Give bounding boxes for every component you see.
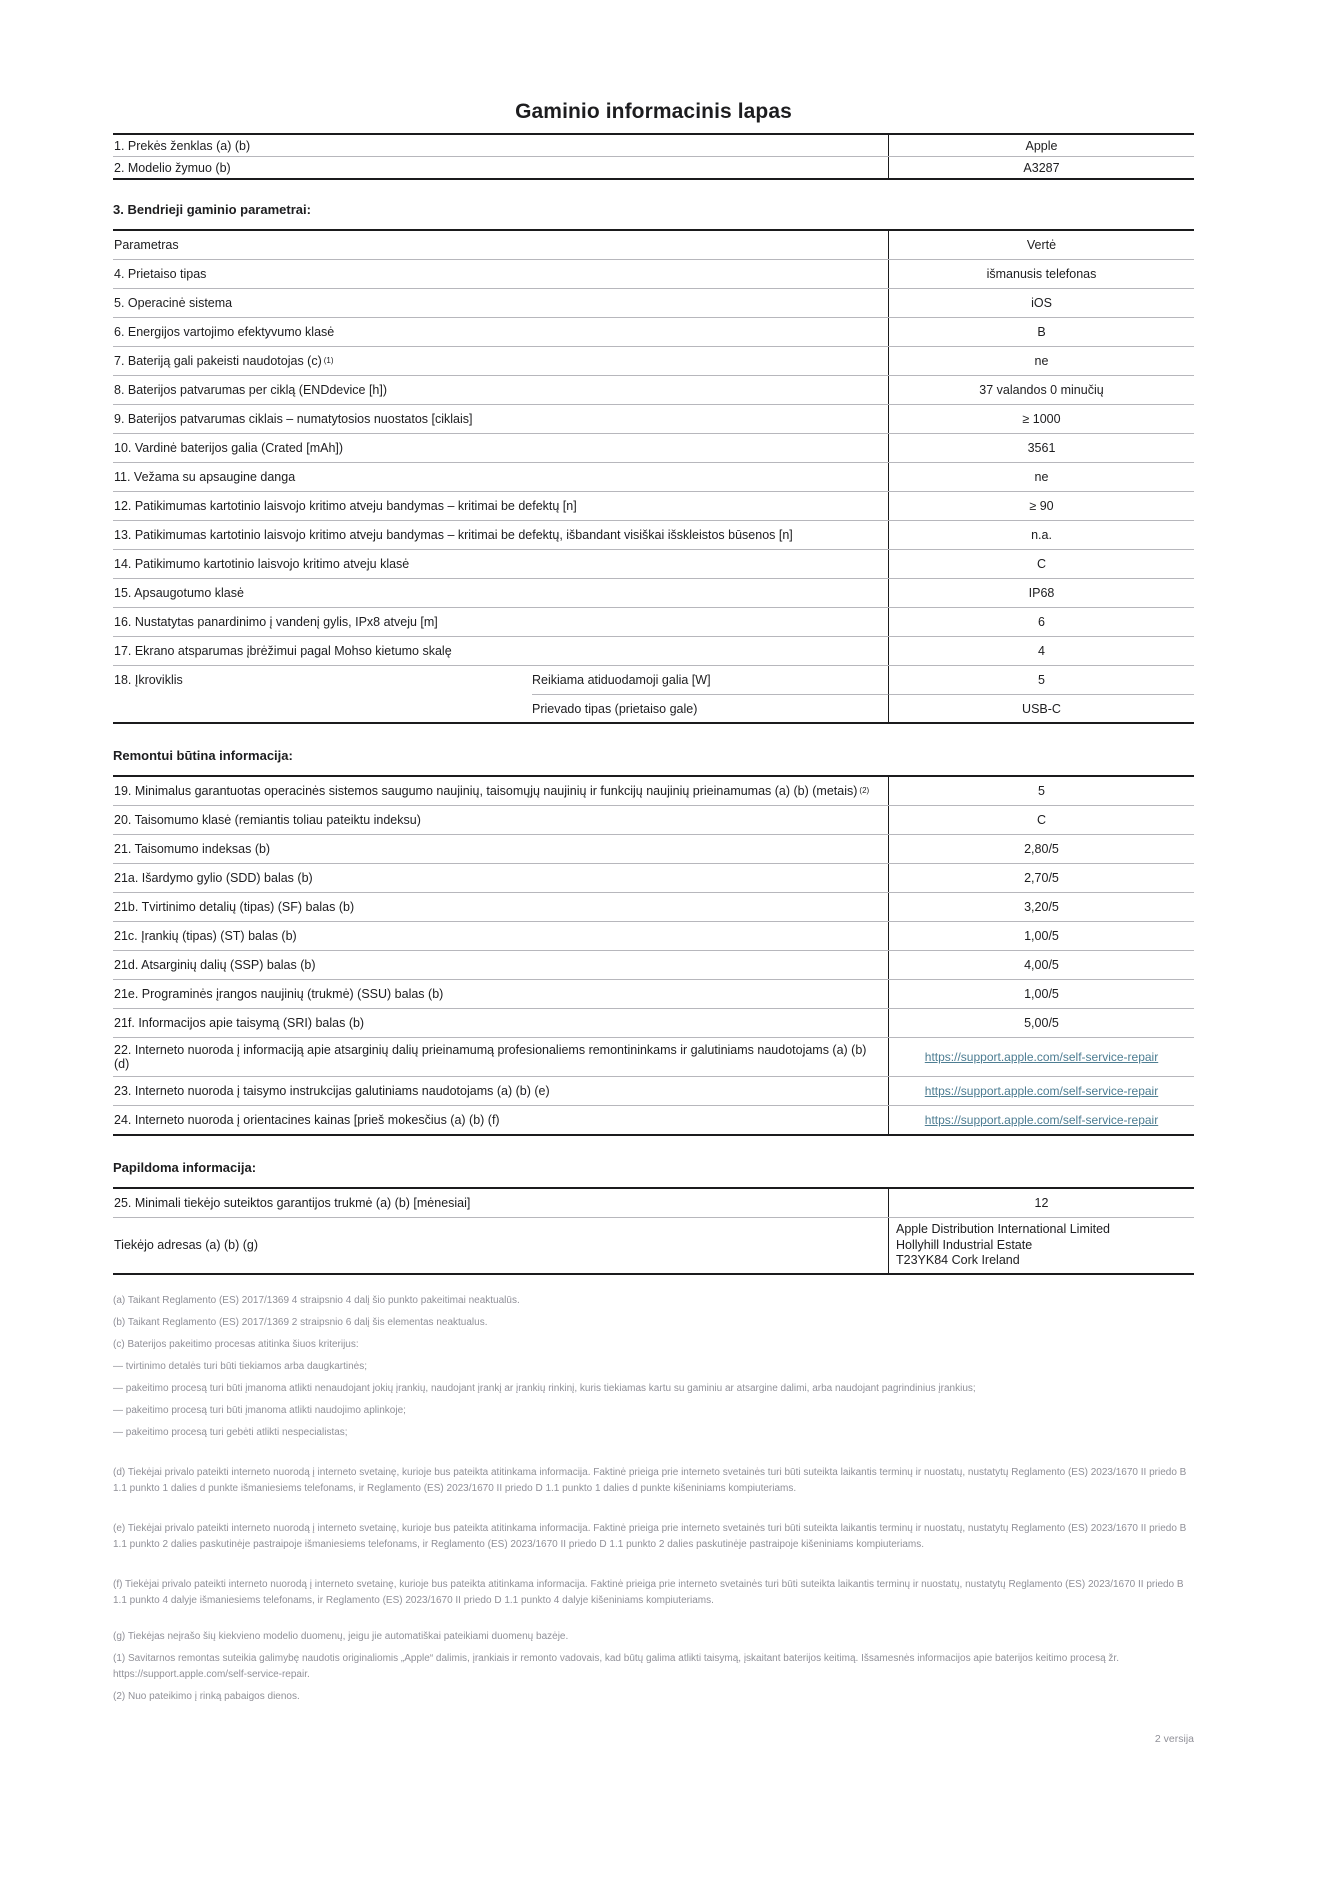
table-row	[113, 462, 1194, 491]
page-content	[113, 0, 1194, 1745]
row-value	[888, 1077, 1194, 1105]
row-value: 6	[888, 608, 1194, 636]
row-label: 21e. Programinės įrangos naujinių (trukmė) (SSU) balas (b)	[114, 987, 444, 1001]
row-label: Tiekėjo adresas (a) (b) (g)	[114, 1238, 259, 1253]
table-row	[113, 863, 1194, 892]
row-label: 11. Vežama su apsaugine danga	[114, 470, 296, 484]
table-row	[113, 979, 1194, 1008]
table-row	[113, 1037, 1194, 1076]
row-value: 2,70/5	[888, 864, 1194, 892]
section-heading-additional: Papildoma informacija:	[113, 1160, 257, 1175]
footnote: (1) Savitarnos remontas suteikia galimybę naudotis originaliomis „Apple“ dalimis, įrankiais ir remonto vadovais, kad būtų galima atlikti taisymą, įskaitant baterijos keitimą. Išsamesnės informacijos apie baterijos keitimo procesą žr. https://support.apple.com/self-service-repair.	[113, 1652, 1119, 1680]
row-label: 13. Patikimumas kartotinio laisvojo kritimo atveju bandymas – kritimai be defektų, išbandant visiškai išskleistos būsenos [n]	[114, 528, 793, 542]
table-row	[113, 805, 1194, 834]
additional-information-table	[113, 1187, 1194, 1275]
general-parameters-table	[113, 229, 1194, 724]
table-row	[113, 288, 1194, 317]
row-value: n.a.	[888, 521, 1194, 549]
row-label: 21b. Tvirtinimo detalių (tipas) (SF) balas (b)	[114, 900, 355, 914]
table-row	[113, 1076, 1194, 1105]
row-value: B	[888, 318, 1194, 346]
table-row	[113, 777, 1194, 805]
table-row	[113, 317, 1194, 346]
row-value: 5	[888, 777, 1194, 805]
row-label: Parametras	[114, 238, 179, 252]
row-value: išmanusis telefonas	[888, 260, 1194, 288]
row-label	[113, 694, 532, 722]
version-label: 2 versija	[1154, 1732, 1194, 1745]
footnote: — pakeitimo procesą turi gebėti atlikti nespecialistas;	[113, 1426, 348, 1438]
row-value: 1,00/5	[888, 922, 1194, 950]
row-value: C	[888, 550, 1194, 578]
table-row	[113, 259, 1194, 288]
table-row	[113, 231, 1194, 259]
address-line: Hollyhill Industrial Estate	[896, 1237, 1033, 1252]
row-label: 16. Nustatytas panardinimo į vandenį gylis, IPx8 atveju [m]	[114, 615, 438, 629]
table-row	[113, 520, 1194, 549]
row-label: 21a. Išardymo gylio (SDD) balas (b)	[114, 871, 313, 885]
table-row	[113, 1189, 1194, 1217]
row-value: A3287	[888, 157, 1194, 178]
footnote: (2) Nuo pateikimo į rinką pabaigos dienos.	[113, 1690, 300, 1702]
row-label: 12. Patikimumas kartotinio laisvojo kritimo atveju bandymas – kritimai be defektų [n]	[114, 499, 577, 513]
row-label: 21. Taisomumo indeksas (b)	[114, 842, 271, 856]
row-label: 9. Baterijos patvarumas ciklais – numatytosios nuostatos [ciklais]	[114, 412, 473, 426]
row-label: 19. Minimalus garantuotas operacinės sistemos saugumo naujinių, taisomųjų naujinių ir funkcijų naujinių prieinamumas (a) (b) (metais) (2)	[114, 784, 870, 798]
table-row	[113, 549, 1194, 578]
table-row	[113, 491, 1194, 520]
table-row	[113, 135, 1194, 156]
footnotes	[113, 1293, 1194, 1705]
footnote: (f) Tiekėjai privalo pateikti interneto nuorodą į interneto svetainę, kurioje bus pateikta atitinkama informacija. Faktinė prieiga prie interneto svetainės turi būti suteikta laikantis terminų ir nuostatų, nustatytų Reglamento (ES) 2023/1670 II priedo B 1.1 punkto 4 dalyje išmaniesiems telefonams, ir Reglamento (ES) 2023/1670 II priedo D 1.1 punkto 4 dalyje kišeniniams kompiuteriams.	[113, 1578, 1184, 1606]
row-value	[888, 1106, 1194, 1134]
row-value: 4,00/5	[888, 951, 1194, 979]
table-row	[113, 665, 1194, 694]
repair-information-table	[113, 775, 1194, 1136]
row-label: 25. Minimali tiekėjo suteiktos garantijos trukmė (a) (b) [mėnesiai]	[114, 1196, 471, 1210]
section-heading-repair: Remontui būtina informacija:	[113, 748, 293, 763]
footnote: (c) Baterijos pakeitimo procesas atitinka šiuos kriterijus:	[113, 1338, 359, 1350]
footnote: (d) Tiekėjai privalo pateikti interneto nuorodą į interneto svetainę, kurioje bus pateikta atitinkama informacija. Faktinė prieiga prie interneto svetainės turi būti suteikta laikantis terminų ir nuostatų, nustatytų Reglamento (ES) 2023/1670 II priedo B 1.1 punkto 1 dalies d punkte išmaniesiems telefonams, ir Reglamento (ES) 2023/1670 II priedo D 1.1 punkto 1 dalies d punkte kišeniniams kompiuteriams.	[113, 1466, 1187, 1494]
row-label: 17. Ekrano atsparumas įbrėžimui pagal Mohso kietumo skalę	[114, 644, 452, 658]
row-label: 8. Baterijos patvarumas per ciklą (ENDdevice [h])	[114, 383, 388, 397]
footnote: (e) Tiekėjai privalo pateikti interneto nuorodą į interneto svetainę, kurioje bus pateikta atitinkama informacija. Faktinė prieiga prie interneto svetainės turi būti suteikta laikantis terminų ir nuostatų, nustatytų Reglamento (ES) 2023/1670 II priedo B 1.1 punkto 2 dalies paskutinėje pastraipoje išmaniesiems telefonams, ir Reglamento (ES) 2023/1670 II priedo D 1.1 punkto 2 dalies paskutinėje pastraipoje kišeniniams kompiuteriams.	[113, 1522, 1187, 1550]
footnote: (b) Taikant Reglamento (ES) 2017/1369 2 straipsnio 6 dalį šis elementas neaktualus.	[113, 1316, 488, 1328]
table-row	[113, 433, 1194, 462]
table-row	[113, 346, 1194, 375]
table-row	[113, 921, 1194, 950]
support-link[interactable]: https://support.apple.com/self-service-repair	[924, 1084, 1159, 1098]
support-link[interactable]: https://support.apple.com/self-service-repair	[924, 1113, 1159, 1127]
address-line: Apple Distribution International Limited	[896, 1222, 1111, 1236]
row-value: ≥ 90	[888, 492, 1194, 520]
table-row	[113, 375, 1194, 404]
row-value: ne	[888, 463, 1194, 491]
footnote: (a) Taikant Reglamento (ES) 2017/1369 4 straipsnio 4 dalį šio punkto pakeitimai neaktualūs.	[113, 1294, 520, 1306]
table-row	[113, 156, 1194, 178]
row-label: 10. Vardinė baterijos galia (Crated [mAh])	[114, 441, 344, 455]
row-value: 4	[888, 637, 1194, 665]
table-row	[113, 404, 1194, 433]
support-link[interactable]: https://support.apple.com/self-service-repair	[924, 1050, 1159, 1064]
address-line: T23YK84 Cork Ireland	[896, 1253, 1020, 1267]
row-label: 20. Taisomumo klasė (remiantis toliau pateiktu indeksu)	[114, 813, 421, 827]
row-label: 22. Interneto nuoroda į informaciją apie atsarginių dalių prieinamumą profesionaliems remontininkams ir galutiniams naudotojams (a) (b) (d)	[114, 1043, 867, 1071]
table-row	[113, 636, 1194, 665]
table-row	[113, 578, 1194, 607]
row-value: iOS	[888, 289, 1194, 317]
footnote: — pakeitimo procesą turi būti įmanoma atlikti naudojimo aplinkoje;	[113, 1404, 406, 1416]
row-label: 18. Įkroviklis	[114, 673, 183, 687]
row-label: 21f. Informacijos apie taisymą (SRI) balas (b)	[114, 1016, 365, 1030]
section-heading-general: 3. Bendrieji gaminio parametrai:	[113, 202, 311, 217]
row-value: 3,20/5	[888, 893, 1194, 921]
row-label: 5. Operacinė sistema	[114, 296, 233, 310]
row-value: ne	[888, 347, 1194, 375]
footnote: (g) Tiekėjas neįrašo šių kiekvieno modelio duomenų, jeigu jie automatiškai pateikiami duomenų bazėje.	[113, 1630, 569, 1642]
row-value: IP68	[888, 579, 1194, 607]
identification-table	[113, 133, 1194, 180]
row-sublabel: Reikiama atiduodamoji galia [W]	[532, 673, 711, 687]
table-row	[113, 1105, 1194, 1134]
row-value	[888, 1038, 1194, 1076]
row-label: 1. Prekės ženklas (a) (b)	[114, 138, 251, 153]
row-value: ≥ 1000	[888, 405, 1194, 433]
row-label: 7. Bateriją gali pakeisti naudotojas (c) (1)	[114, 354, 334, 368]
row-value: 37 valandos 0 minučių	[888, 376, 1194, 404]
row-label: 2. Modelio žymuo (b)	[114, 160, 231, 175]
row-value: 1,00/5	[888, 980, 1194, 1008]
row-value: 12	[888, 1189, 1194, 1217]
table-row	[113, 834, 1194, 863]
row-value: Apple	[888, 135, 1194, 156]
row-label: 21c. Įrankių (tipas) (ST) balas (b)	[114, 929, 297, 943]
row-label: 4. Prietaiso tipas	[114, 267, 207, 281]
table-row	[113, 950, 1194, 979]
row-label: 6. Energijos vartojimo efektyvumo klasė	[114, 325, 335, 339]
row-label: 14. Patikimumo kartotinio laisvojo kritimo atveju klasė	[114, 557, 410, 571]
page-title: Gaminio informacinis lapas	[515, 100, 792, 123]
table-row	[113, 892, 1194, 921]
table-row	[113, 1008, 1194, 1037]
row-value: USB-C	[888, 694, 1194, 722]
footnote: — pakeitimo procesą turi būti įmanoma atlikti nenaudojant jokių įrankių, naudojant įrankį ar įrankių rinkinį, kuris tiekiamas kartu su gaminiu ar atsargine dalimi, arba naudojant pagrindinius įrankius;	[113, 1382, 976, 1394]
row-sublabel: Prievado tipas (prietaiso gale)	[532, 694, 888, 722]
row-label: 23. Interneto nuoroda į taisymo instrukcijas galutiniams naudotojams (a) (b) (e)	[114, 1084, 550, 1098]
row-value: 3561	[888, 434, 1194, 462]
row-label: 24. Interneto nuoroda į orientacines kainas [prieš mokesčius (a) (b) (f)	[114, 1113, 500, 1127]
table-row	[113, 1217, 1194, 1273]
row-label: 21d. Atsarginių dalių (SSP) balas (b)	[114, 958, 316, 972]
row-value: 2,80/5	[888, 835, 1194, 863]
row-value: C	[888, 806, 1194, 834]
table-row	[113, 694, 1194, 722]
row-label: 15. Apsaugotumo klasė	[114, 586, 244, 600]
table-row	[113, 607, 1194, 636]
row-value: Vertė	[888, 231, 1194, 259]
row-value: 5,00/5	[888, 1009, 1194, 1037]
row-value	[888, 1218, 1194, 1273]
footnote: — tvirtinimo detalės turi būti tiekiamos arba daugkartinės;	[113, 1360, 368, 1372]
row-value: 5	[888, 666, 1194, 694]
